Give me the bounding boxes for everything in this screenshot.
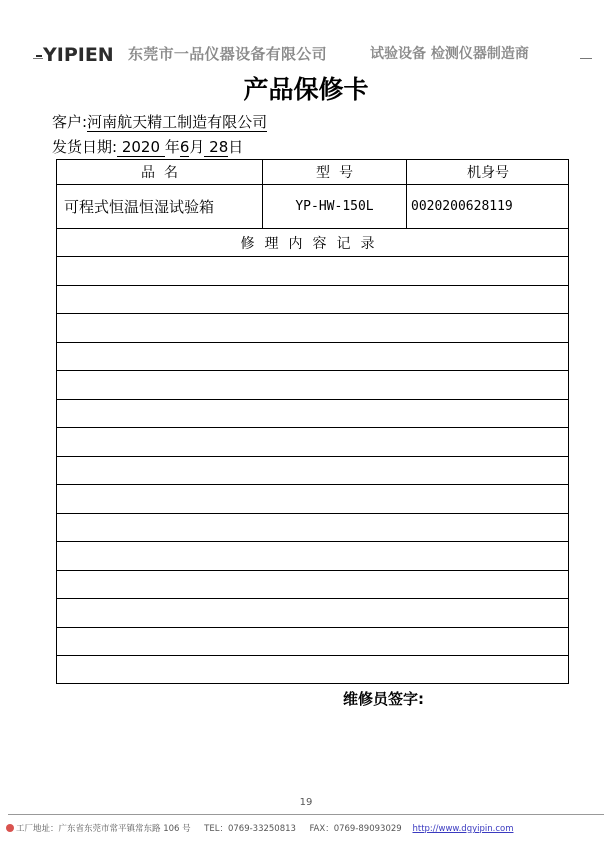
footer-address-label: 工厂地址	[16, 824, 51, 834]
signature-label: 维修员签字:	[343, 690, 424, 708]
record-row-line	[57, 598, 568, 599]
day-unit: 日	[228, 138, 244, 156]
letterhead	[0, 0, 612, 70]
ship-date-month: 6	[179, 138, 190, 156]
footer-address: ：广东省东莞市常平镇常东路 106 号	[50, 824, 191, 834]
header-rule-right	[580, 58, 592, 59]
customer-value: 河南航天精工制造有限公司	[87, 113, 268, 131]
header-product: 品 名	[141, 165, 178, 181]
page-title: 产品保修卡	[243, 75, 369, 104]
ship-date-year: 2020	[117, 138, 165, 157]
record-row-line	[57, 570, 568, 571]
record-row-line	[57, 370, 568, 371]
warranty-table	[56, 159, 569, 684]
product-name: 可程式恒温恒湿试验箱	[64, 198, 215, 216]
location-dot-icon	[6, 824, 14, 832]
ship-date-label: 发货日期:	[52, 138, 118, 156]
record-row-line	[57, 655, 568, 656]
header-rule-left	[33, 58, 43, 59]
product-serial: 0020200628119	[411, 199, 513, 214]
record-row-line	[57, 285, 568, 286]
record-row-line	[57, 627, 568, 628]
product-model: YP-HW-150L	[295, 199, 374, 214]
footer-tel: TEL：0769-33250813	[204, 824, 296, 834]
header-serial: 机身号	[467, 165, 509, 181]
company-logo	[36, 44, 114, 66]
ship-date-day: 28	[204, 138, 228, 157]
record-row-line	[57, 456, 568, 457]
footer-rule	[8, 814, 604, 815]
customer-line	[52, 111, 267, 132]
record-row-line	[57, 313, 568, 314]
year-unit: 年	[164, 138, 180, 156]
record-row-line	[57, 399, 568, 400]
company-slogan: 试验设备 检测仪器制造商	[370, 46, 529, 62]
footer-fax: FAX：0769-89093029	[309, 824, 402, 834]
ship-date-line	[52, 136, 243, 157]
record-row-line	[57, 541, 568, 542]
row-divider	[57, 256, 568, 257]
record-row-line	[57, 484, 568, 485]
page-number: 19	[299, 797, 313, 808]
header-model: 型 号	[316, 165, 353, 181]
month-unit: 月	[189, 138, 205, 156]
record-row-line	[57, 513, 568, 514]
footer-website-link[interactable]: http://www.dgyipin.com	[412, 824, 514, 834]
records-title: 修理内容记录	[240, 235, 385, 252]
record-row-line	[57, 427, 568, 428]
customer-label: 客户:	[52, 113, 88, 131]
record-row-line	[57, 342, 568, 343]
logo-text: YIPIEN	[43, 44, 114, 66]
footer	[6, 822, 606, 834]
company-name: 东莞市一品仪器设备有限公司	[128, 45, 327, 63]
